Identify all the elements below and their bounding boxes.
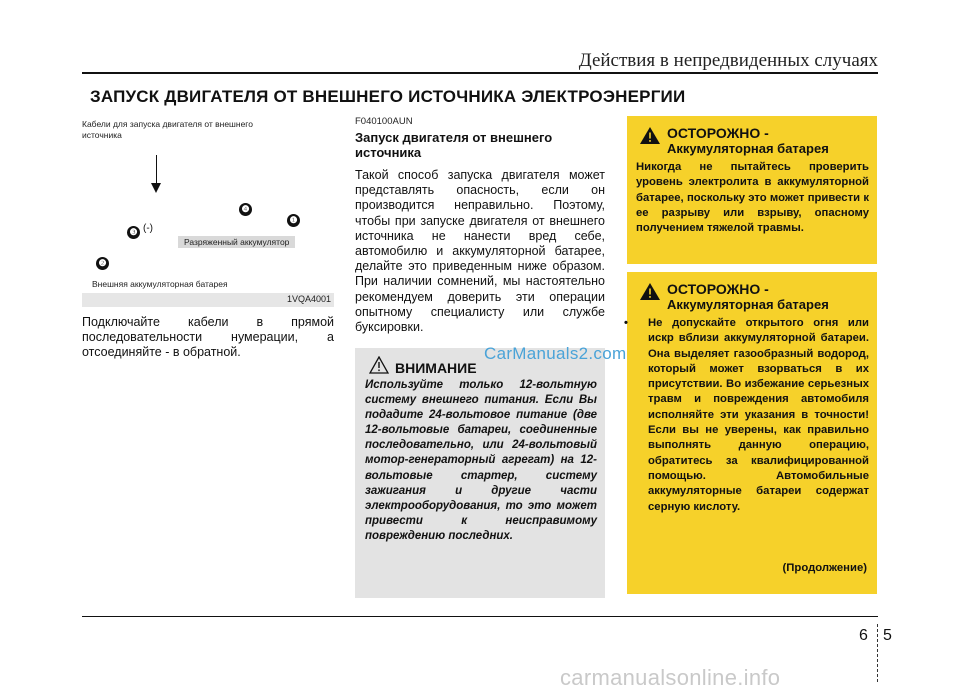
page-number: 5 xyxy=(883,627,892,644)
connection-instruction: Подключайте кабели в прямой последовательности нумерации, а отсоединяйте - в обратной. xyxy=(82,315,334,359)
footer-divider xyxy=(877,624,878,682)
marker-1: ❶ xyxy=(287,214,300,227)
figure-label-external: Внешняя аккумуляторная батарея xyxy=(92,279,228,289)
warning-box-2 xyxy=(624,272,877,594)
warning-1-text: Никогда не пытайтесь проверить уровень электролита в аккумуляторной батарее, поскольку это может привести к ее разрыву или взрыву, опасному получением тяжелой травмы. xyxy=(636,161,869,235)
warning-triangle-icon xyxy=(639,282,661,306)
marker-4: ❹ xyxy=(239,203,252,216)
chapter-number: 6 xyxy=(859,627,868,644)
warning-2-text: Не допускайте открытого огня или искр вблизи аккумуляторной батареи. Она выделяет газообразный водород, который может взорваться в их присутствии. Во избежание серьезных травм и повреждения автомобиля исполняйте эти указания в точности! Если вы не уверены, как правильно выполнять данную операцию, обратитесь за квалифицированной помощью. Автомобильные аккумуляторные батареи содержат серную кислоту. xyxy=(648,317,869,513)
figure-code: 1VQA4001 xyxy=(286,294,331,304)
warning-2-title: ОСТОРОЖНО - xyxy=(667,281,769,297)
subheading: Запуск двигателя от внешнего источника xyxy=(355,130,553,160)
figure-label-discharged: Разряженный аккумулятор xyxy=(178,236,295,248)
footer-site: carmanualsonline.info xyxy=(560,665,781,690)
warning-2-content xyxy=(624,316,869,515)
figure-label-minus: (-) xyxy=(143,223,153,234)
section-title: ЗАПУСК ДВИГАТЕЛЯ ОТ ВНЕШНЕГО ИСТОЧНИКА ЭЛЕКТРОЭНЕРГИИ xyxy=(90,87,686,106)
caution-box xyxy=(355,348,605,598)
bullet: • xyxy=(624,317,628,329)
watermark: CarManuals2.com xyxy=(484,344,627,363)
warning-box-1 xyxy=(627,116,877,264)
warning-1-subtitle: Аккумуляторная батарея xyxy=(667,141,829,156)
caution-text: Используйте только 12-вольтную систему внешнего питания. Если Вы подадите 24-вольтовое питание (две 12-вольтовые батареи, соединенные последовательно, или 24-вольтовый мотор-генераторный агрегат) на 12-вольтовые стартер, систему зажигания и другие части электрооборудования, то это может привести к неисправимому повреждению последних. xyxy=(365,379,597,542)
warning-2-subtitle: Аккумуляторная батарея xyxy=(667,297,829,312)
header-rule xyxy=(82,72,878,74)
figure-label-cables: Кабели для запуска двигателя от внешнего источника xyxy=(82,119,253,140)
warning-triangle-icon xyxy=(639,126,661,150)
marker-3: ❸ xyxy=(127,226,140,239)
jump-start-figure xyxy=(82,115,334,310)
intro-paragraph: Такой способ запуска двигателя может представлять опасность, если он производится неправильно. Поэтому, чтобы при запуске двигателя от внешнего источника не нанести вред себе, автомобилю и аккумуляторной батарее, делайте это приведенным ниже образом. При наличии сомнений, мы настоятельно рекомендуем доверить эти операции опытному специалисту или службе буксировки. xyxy=(355,168,605,335)
figure-arrow xyxy=(156,155,157,185)
warning-triangle-icon xyxy=(369,356,389,379)
warning-1-title: ОСТОРОЖНО - xyxy=(667,125,769,141)
continued-label: (Продолжение) xyxy=(782,562,867,574)
running-head: Действия в непредвиденных случаях xyxy=(578,50,878,71)
section-code: F040100AUN xyxy=(355,116,413,127)
footer-rule xyxy=(82,616,878,617)
marker-2: ❷ xyxy=(96,257,109,270)
arrow-down-icon xyxy=(151,183,161,193)
caution-title: ВНИМАНИЕ xyxy=(395,360,477,376)
